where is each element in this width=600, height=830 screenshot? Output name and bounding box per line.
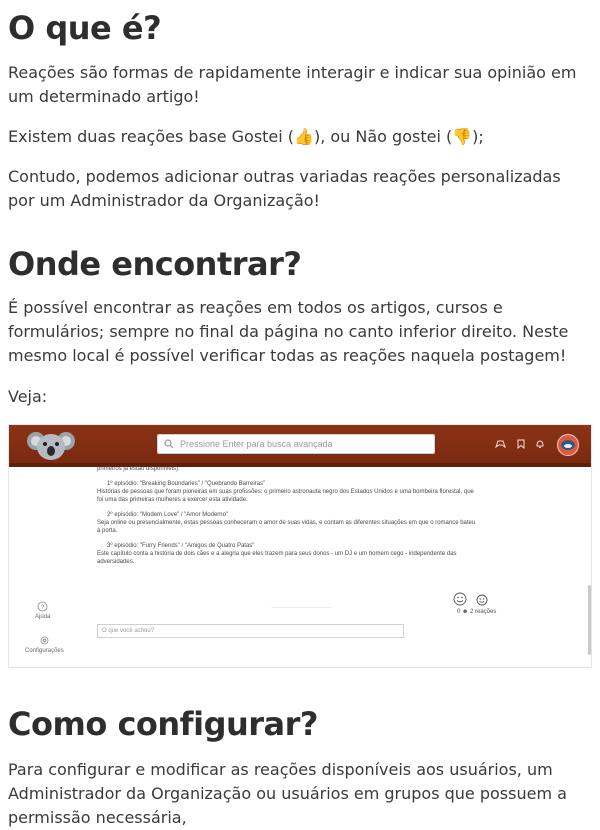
how-paragraph-1: Para configurar e modificar as reações disponíveis aos usuários, um Administrador da Organização ou usuários em grupos que possuem a permissão necessária, [8, 760, 567, 827]
reaction-buttons [453, 591, 488, 610]
svg-text:?: ? [41, 605, 45, 611]
scrollbar[interactable] [588, 585, 591, 655]
search-placeholder: Pressione Enter para busca avançada [180, 439, 333, 449]
where-paragraph-1: É possível encontrar as reações em todos os artigos, cursos e formulários; sempre no final da página no canto inferior direito. Neste mesmo local é possível verificar todas as reações naquela postagem! [8, 298, 569, 365]
article-line: Histórias de pessoas que foram pioneiras em suas profissões: o primeiro astronauta negro dos Estados Unidos e uma bombeira florestal, que [97, 489, 474, 495]
where-paragraph-2: Veja: [8, 387, 48, 406]
reactions-count[interactable]: 0 ☻ 2 reações [457, 609, 497, 615]
sidebar-label-settings: Configurações [25, 648, 64, 654]
search-input[interactable] [157, 434, 435, 454]
help-icon [37, 601, 48, 612]
article-line: à porta. [97, 528, 118, 534]
divider [271, 607, 331, 608]
koala-logo [27, 427, 75, 463]
episode-3-title: 3º episódio: "Furry Friends" / "Amigos de Quatro Patas" [107, 543, 255, 549]
heading-where: Onde encontrar? [8, 245, 302, 283]
article-line: foi uma das primeiras mulheres a exercer esta atividade. [97, 497, 248, 503]
add-reaction-icon[interactable] [476, 594, 488, 606]
article-line: adversidades. [97, 559, 135, 565]
episode-1-title: 1º episódio: "Breaking Boundaries" / "Quebrando Barreiras" [107, 481, 266, 487]
sidebar-item-help[interactable] [35, 601, 50, 620]
avatar[interactable] [557, 434, 579, 456]
what-paragraph-3: Contudo, podemos adicionar outras variadas reações personalizadas por um Administrador da Organização! [8, 167, 561, 210]
screenshot-header [9, 425, 591, 467]
bookmark-icon[interactable] [517, 439, 525, 449]
embedded-screenshot [8, 424, 592, 668]
sidebar-item-settings[interactable] [25, 635, 64, 654]
comment-input[interactable]: O que você achou? [97, 624, 404, 638]
article-excerpt [97, 465, 505, 566]
avatar-image [558, 435, 578, 455]
episode-2-title: 2º episódio: "Modern Love" / "Amor Moderno" [107, 512, 229, 518]
sidebar-label-help: Ajuda [35, 614, 51, 620]
article-line: Seja online ou presencialmente, estas pessoas conheceram o amor de suas vidas, e contam as diferentes situações em que o romance bateu [97, 520, 476, 526]
article-line: Este capítulo conta a história de dois cães e a alegria que eles trazem para seus donos - um DJ e um homem cego - independente das [97, 551, 457, 557]
what-paragraph-1: Reações são formas de rapidamente interagir e indicar sua opinião em um determinado artigo! [8, 63, 577, 106]
smile-icon[interactable] [453, 592, 467, 606]
article-line: primeiros já estão disponíveis). [97, 466, 180, 472]
game-icon[interactable] [495, 439, 506, 449]
heading-what: O que é? [8, 9, 162, 47]
heading-how: Como configurar? [8, 705, 318, 743]
gear-icon [39, 635, 50, 646]
what-paragraph-2: Existem duas reações base Gostei (👍), ou Não gostei (👎); [8, 127, 484, 146]
bell-icon[interactable] [535, 439, 545, 449]
search-icon [164, 439, 174, 449]
